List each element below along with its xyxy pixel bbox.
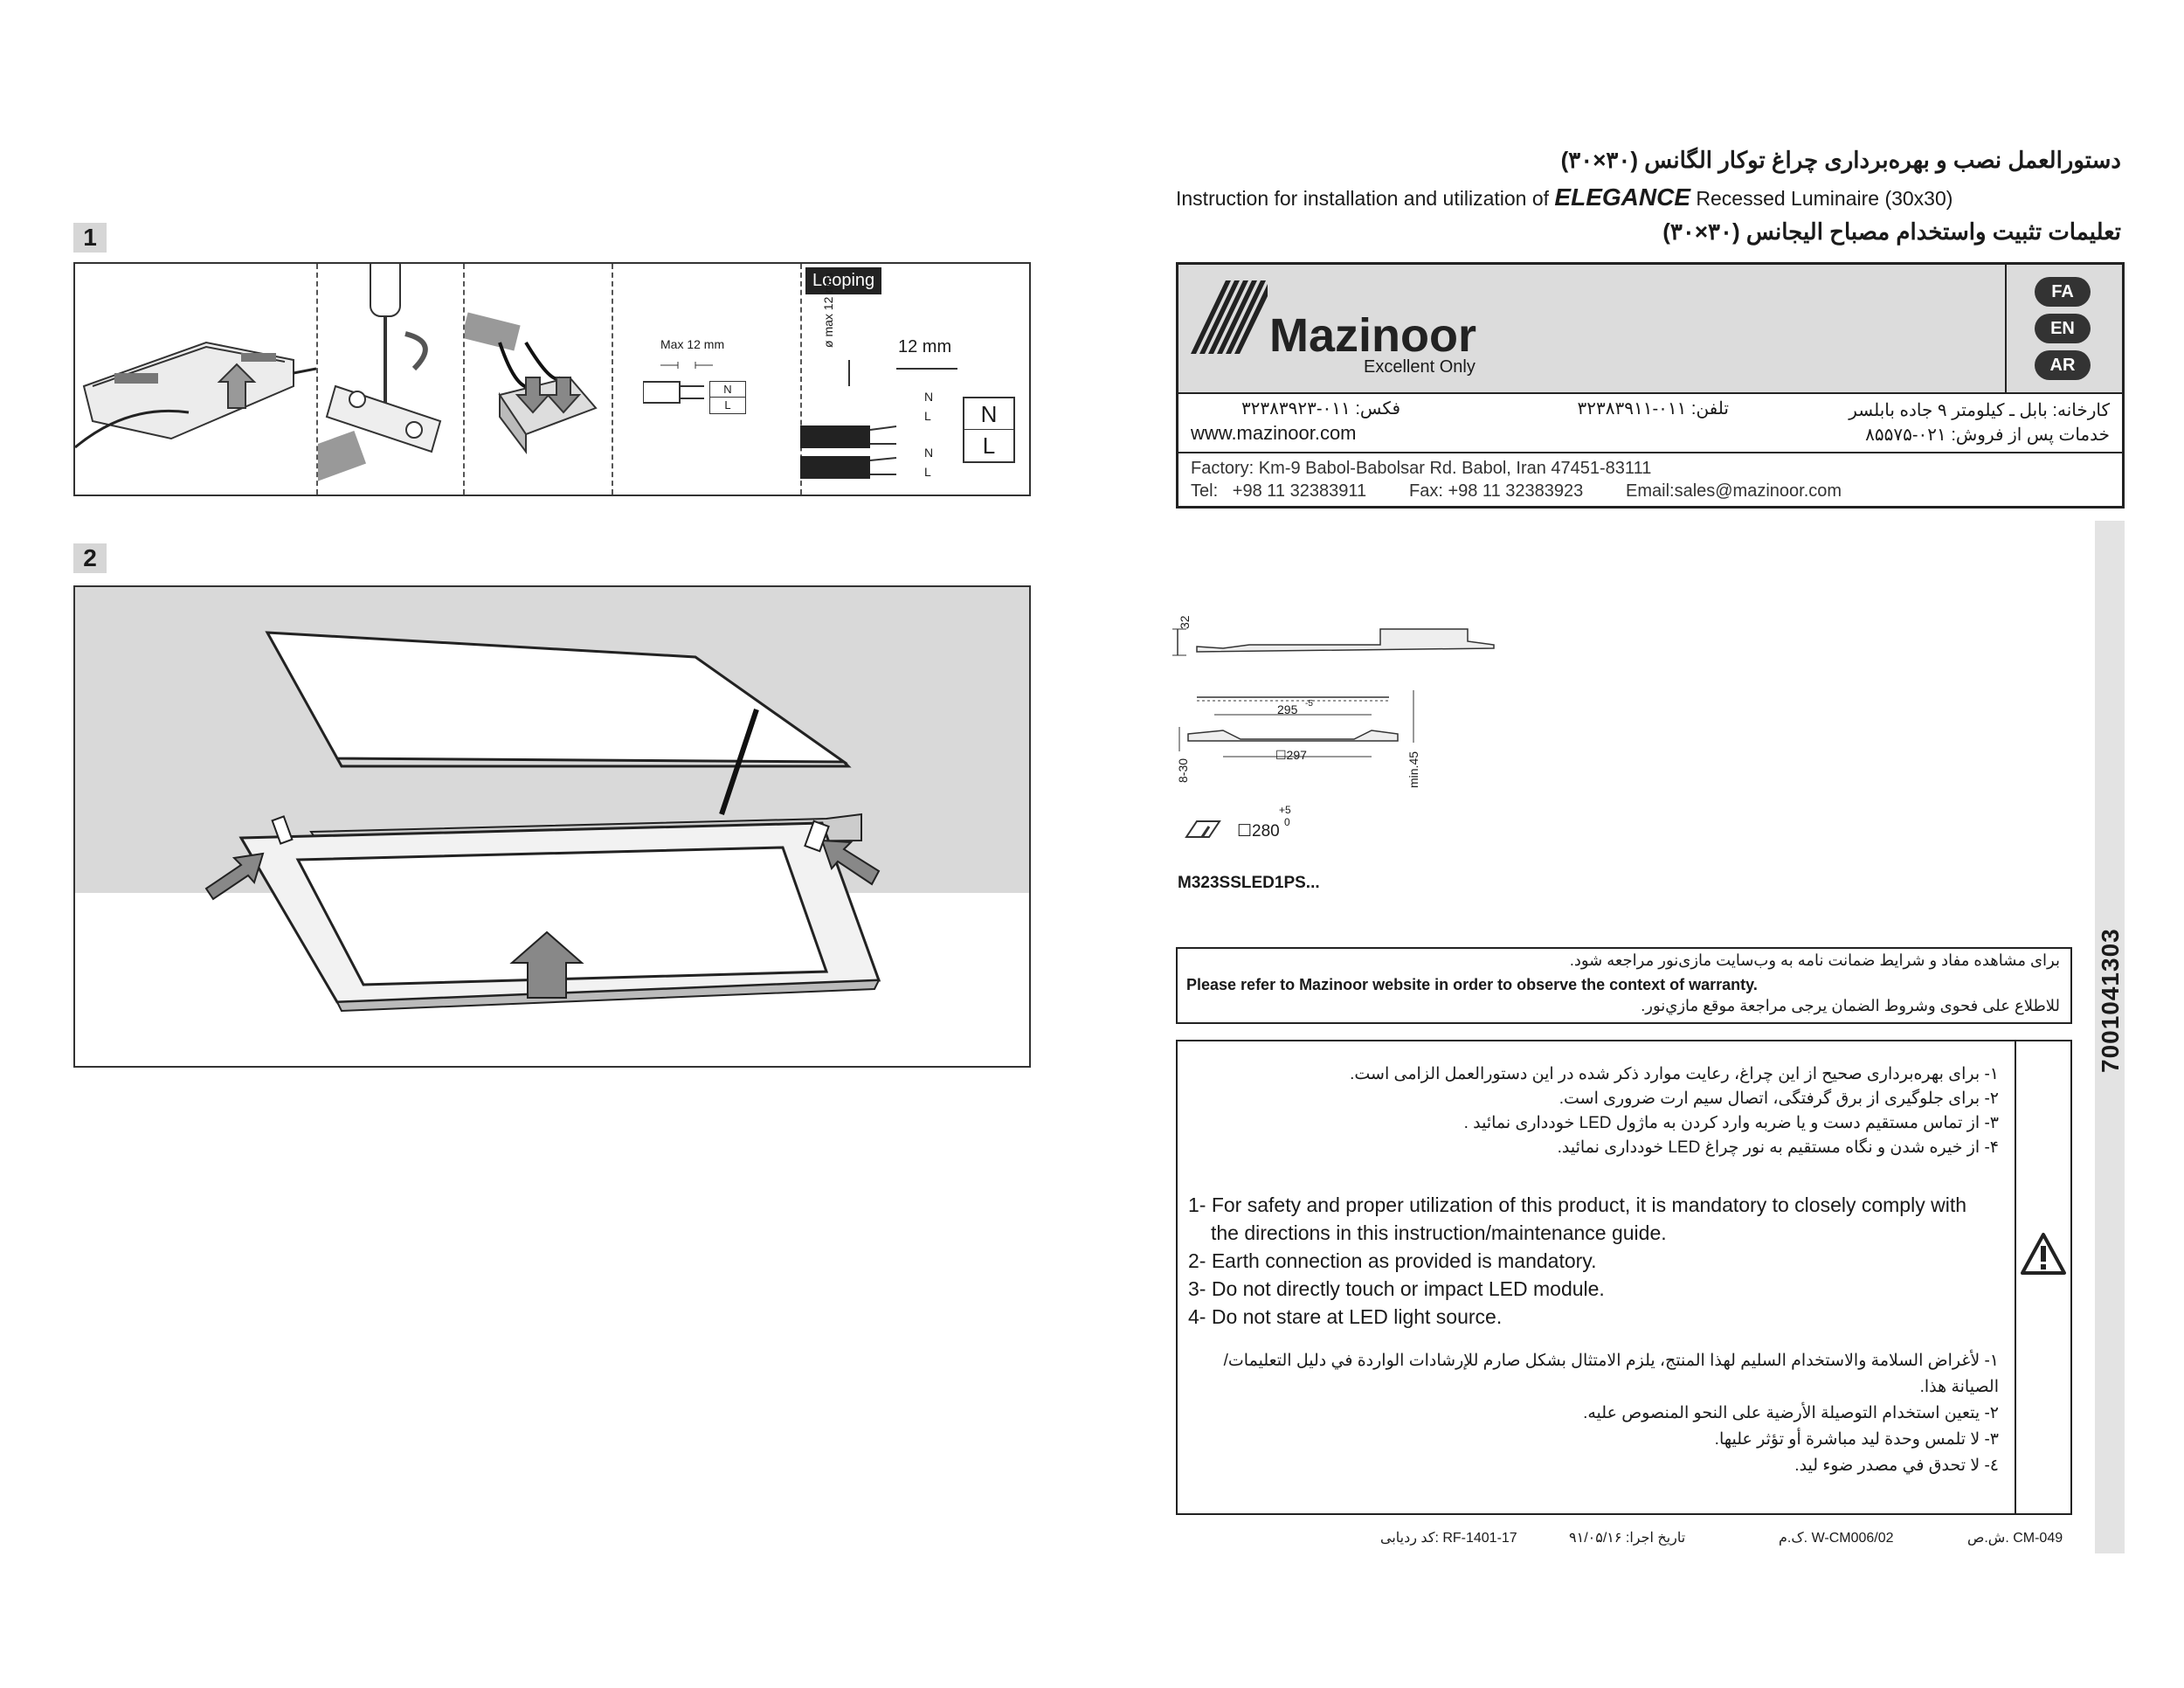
safety-en-1: 1- For safety and proper utilization of this product, it is mandatory to closely comply with [1188, 1193, 1967, 1216]
live-label: L [724, 398, 731, 412]
footer-date: تاریخ اجرا: ۹۱/۰۵/۱۶ [1569, 1531, 1686, 1546]
fax-en: Fax: +98 11 32383923 [1409, 481, 1584, 501]
safety-ar-4: ٤- لا تحدق في مصدر ضوء ليد. [1794, 1456, 1999, 1475]
safety-fa-2: ۲- برای جلوگیری از برق گرفتگی، اتصال سیم ارت ضروری است. [1559, 1090, 1999, 1108]
nl-box-large [963, 397, 1015, 463]
document-code: 7001041303 [2097, 928, 2124, 1073]
title-ar: تعليمات تثبيت واستخدام مصباح اليجانس (۳۰×۳۰) [1662, 218, 2121, 245]
title-fa: دستورالعمل نصب و بهره‌برداری چراغ توکار الگانس (۳۰×۳۰) [1560, 147, 2121, 173]
step-number-2: 2 [73, 543, 107, 573]
nl-box-small [709, 381, 746, 414]
live-label-large: L [982, 432, 996, 459]
warranty-box [1176, 947, 2072, 1024]
safety-ar-1b: الصيانة هذا. [1919, 1378, 1999, 1396]
tel-fa: تلفن: ۰۱۱-۳۲۳۸۳۹۱۱ [1577, 399, 1729, 419]
dim-width-295: 295 [1277, 702, 1298, 716]
company-divider [1178, 452, 2122, 453]
mazinoor-logo-icon [1191, 280, 1268, 354]
loop-n-2: N [924, 446, 934, 460]
footer-code-cm: ش.ص. CM-049 [1967, 1531, 2063, 1546]
safety-ar-3: ۳- لا تلمس وحدة ليد مباشرة أو تؤثر عليها. [1714, 1430, 1999, 1449]
neutral-label: N [710, 382, 745, 398]
warning-icon [2020, 1232, 2067, 1276]
tel-en: Tel: +98 11 32383911 [1191, 481, 1367, 501]
company-name: Mazinoor [1269, 309, 1476, 362]
email-en[interactable]: Email:sales@mazinoor.com [1626, 481, 1842, 501]
lang-en-badge[interactable]: EN [2035, 314, 2091, 343]
dimension-drawing [1171, 603, 1503, 856]
fax-fa: فکس: ۰۱۱-۳۲۳۸۳۹۲۳ [1241, 399, 1400, 419]
dim-min45: min.45 [1406, 751, 1420, 788]
footer-km: ک.م. W-CM006/02 [1779, 1531, 1894, 1546]
safety-ar-2: ۲- يتعين استخدام التوصيلة الأرضية على النحو المنصوص عليه. [1583, 1404, 1999, 1422]
terminal-connector-illustration [465, 264, 612, 495]
safety-fa-3: ۳- از تماس مستقیم دست و یا ضربه وارد کردن به ماژول LED خودداری نمائید . [1463, 1114, 1999, 1132]
safety-en-2: 2- Earth connection as provided is mandatory. [1188, 1249, 1597, 1272]
diameter-label: ø max 12 mm [821, 273, 835, 348]
safety-fa-4: ۴- از خیره شدن و نگاه مستقیم به نور چراغ LED خودداری نمائید. [1557, 1138, 1999, 1157]
loop-l-2: L [924, 465, 931, 479]
warranty-fa: برای مشاهده مفاد و شرایط ضمانت نامه به وب‌سایت مازی‌نور مراجعه شود. [1569, 951, 2060, 969]
safety-en-4: 4- Do not stare at LED light source. [1188, 1305, 1503, 1328]
title-en-brand: ELEGANCE [1554, 183, 1690, 211]
dim-height-32: 32 [1178, 615, 1192, 629]
company-box [1176, 262, 2125, 508]
title-en-suffix: Recessed Luminaire (30x30) [1696, 187, 1953, 210]
cutout-tol-zero: 0 [1284, 816, 1290, 828]
screwdriver-illustration [318, 264, 463, 495]
max-strip-label: Max 12 mm [660, 337, 725, 351]
neutral-label-large: N [964, 398, 1013, 430]
safety-box [1176, 1040, 2072, 1515]
safety-divider [2015, 1041, 2016, 1513]
driver-box-illustration [75, 264, 316, 495]
cutout-tol-plus: +5 [1279, 804, 1291, 816]
model-number: M323SSLED1PS... [1178, 874, 1320, 892]
dim-depth-830: 8-30 [1176, 758, 1190, 783]
footer-tracking: کد ردیابی: RF-1401-17 [1380, 1531, 1517, 1546]
service-fa: خدمات پس از فروش: ۰۲۱-۸۵۵۷۵ [1865, 425, 2110, 445]
recessed-luminaire-illustration [75, 587, 1029, 1066]
lang-ar-badge[interactable]: AR [2035, 350, 2091, 380]
dim-width-297: ☐297 [1275, 748, 1307, 762]
title-en-prefix: Instruction for installation and utilization of [1176, 187, 1550, 210]
website-link[interactable]: www.mazinoor.com [1191, 422, 1357, 444]
factory-fa: کارخانه: بابل ـ کیلومتر ۹ جاده بابلسر [1849, 401, 2110, 420]
divider [612, 264, 613, 495]
company-slogan: Excellent Only [1364, 357, 1476, 377]
safety-fa-1: ۱- برای بهره‌برداری صحیح از این چراغ، رعایت موارد ذکر شده در این دستورالعمل الزامی است. [1350, 1065, 1999, 1083]
factory-en: Factory: Km-9 Babol-Babolsar Rd. Babol, Iran 47451-83111 [1191, 459, 1652, 478]
warranty-en: Please refer to Mazinoor website in order to observe the context of warranty. [1186, 976, 1758, 993]
dim-tol-5: -5 [1305, 699, 1313, 709]
looping-label: Looping [805, 267, 881, 294]
warranty-ar: للاطلاع على فحوى وشروط الضمان يرجى مراجعة موقع مازي‌نور. [1641, 997, 2060, 1014]
loop-n-1: N [924, 390, 934, 404]
installation-panel [73, 585, 1031, 1068]
safety-en-1b: the directions in this instruction/maintenance guide. [1211, 1221, 1667, 1244]
safety-ar-1: ۱- لأغراض السلامة والاستخدام السليم لهذا المنتج، يلزم الامتثال بشكل صارم للإرشادات الواردة في دليل التعليمات/ [1223, 1352, 1999, 1370]
step-number-1: 1 [73, 223, 107, 253]
loop-l-1: L [924, 409, 931, 423]
lang-fa-badge[interactable]: FA [2035, 277, 2091, 307]
safety-en-3: 3- Do not directly touch or impact LED module. [1188, 1277, 1605, 1300]
strip-12mm-label: 12 mm [898, 337, 952, 356]
lang-divider [2005, 265, 2007, 392]
wiring-panel [73, 262, 1031, 496]
cutout-size: ☐280 [1237, 822, 1280, 841]
title-en [1176, 183, 1952, 211]
